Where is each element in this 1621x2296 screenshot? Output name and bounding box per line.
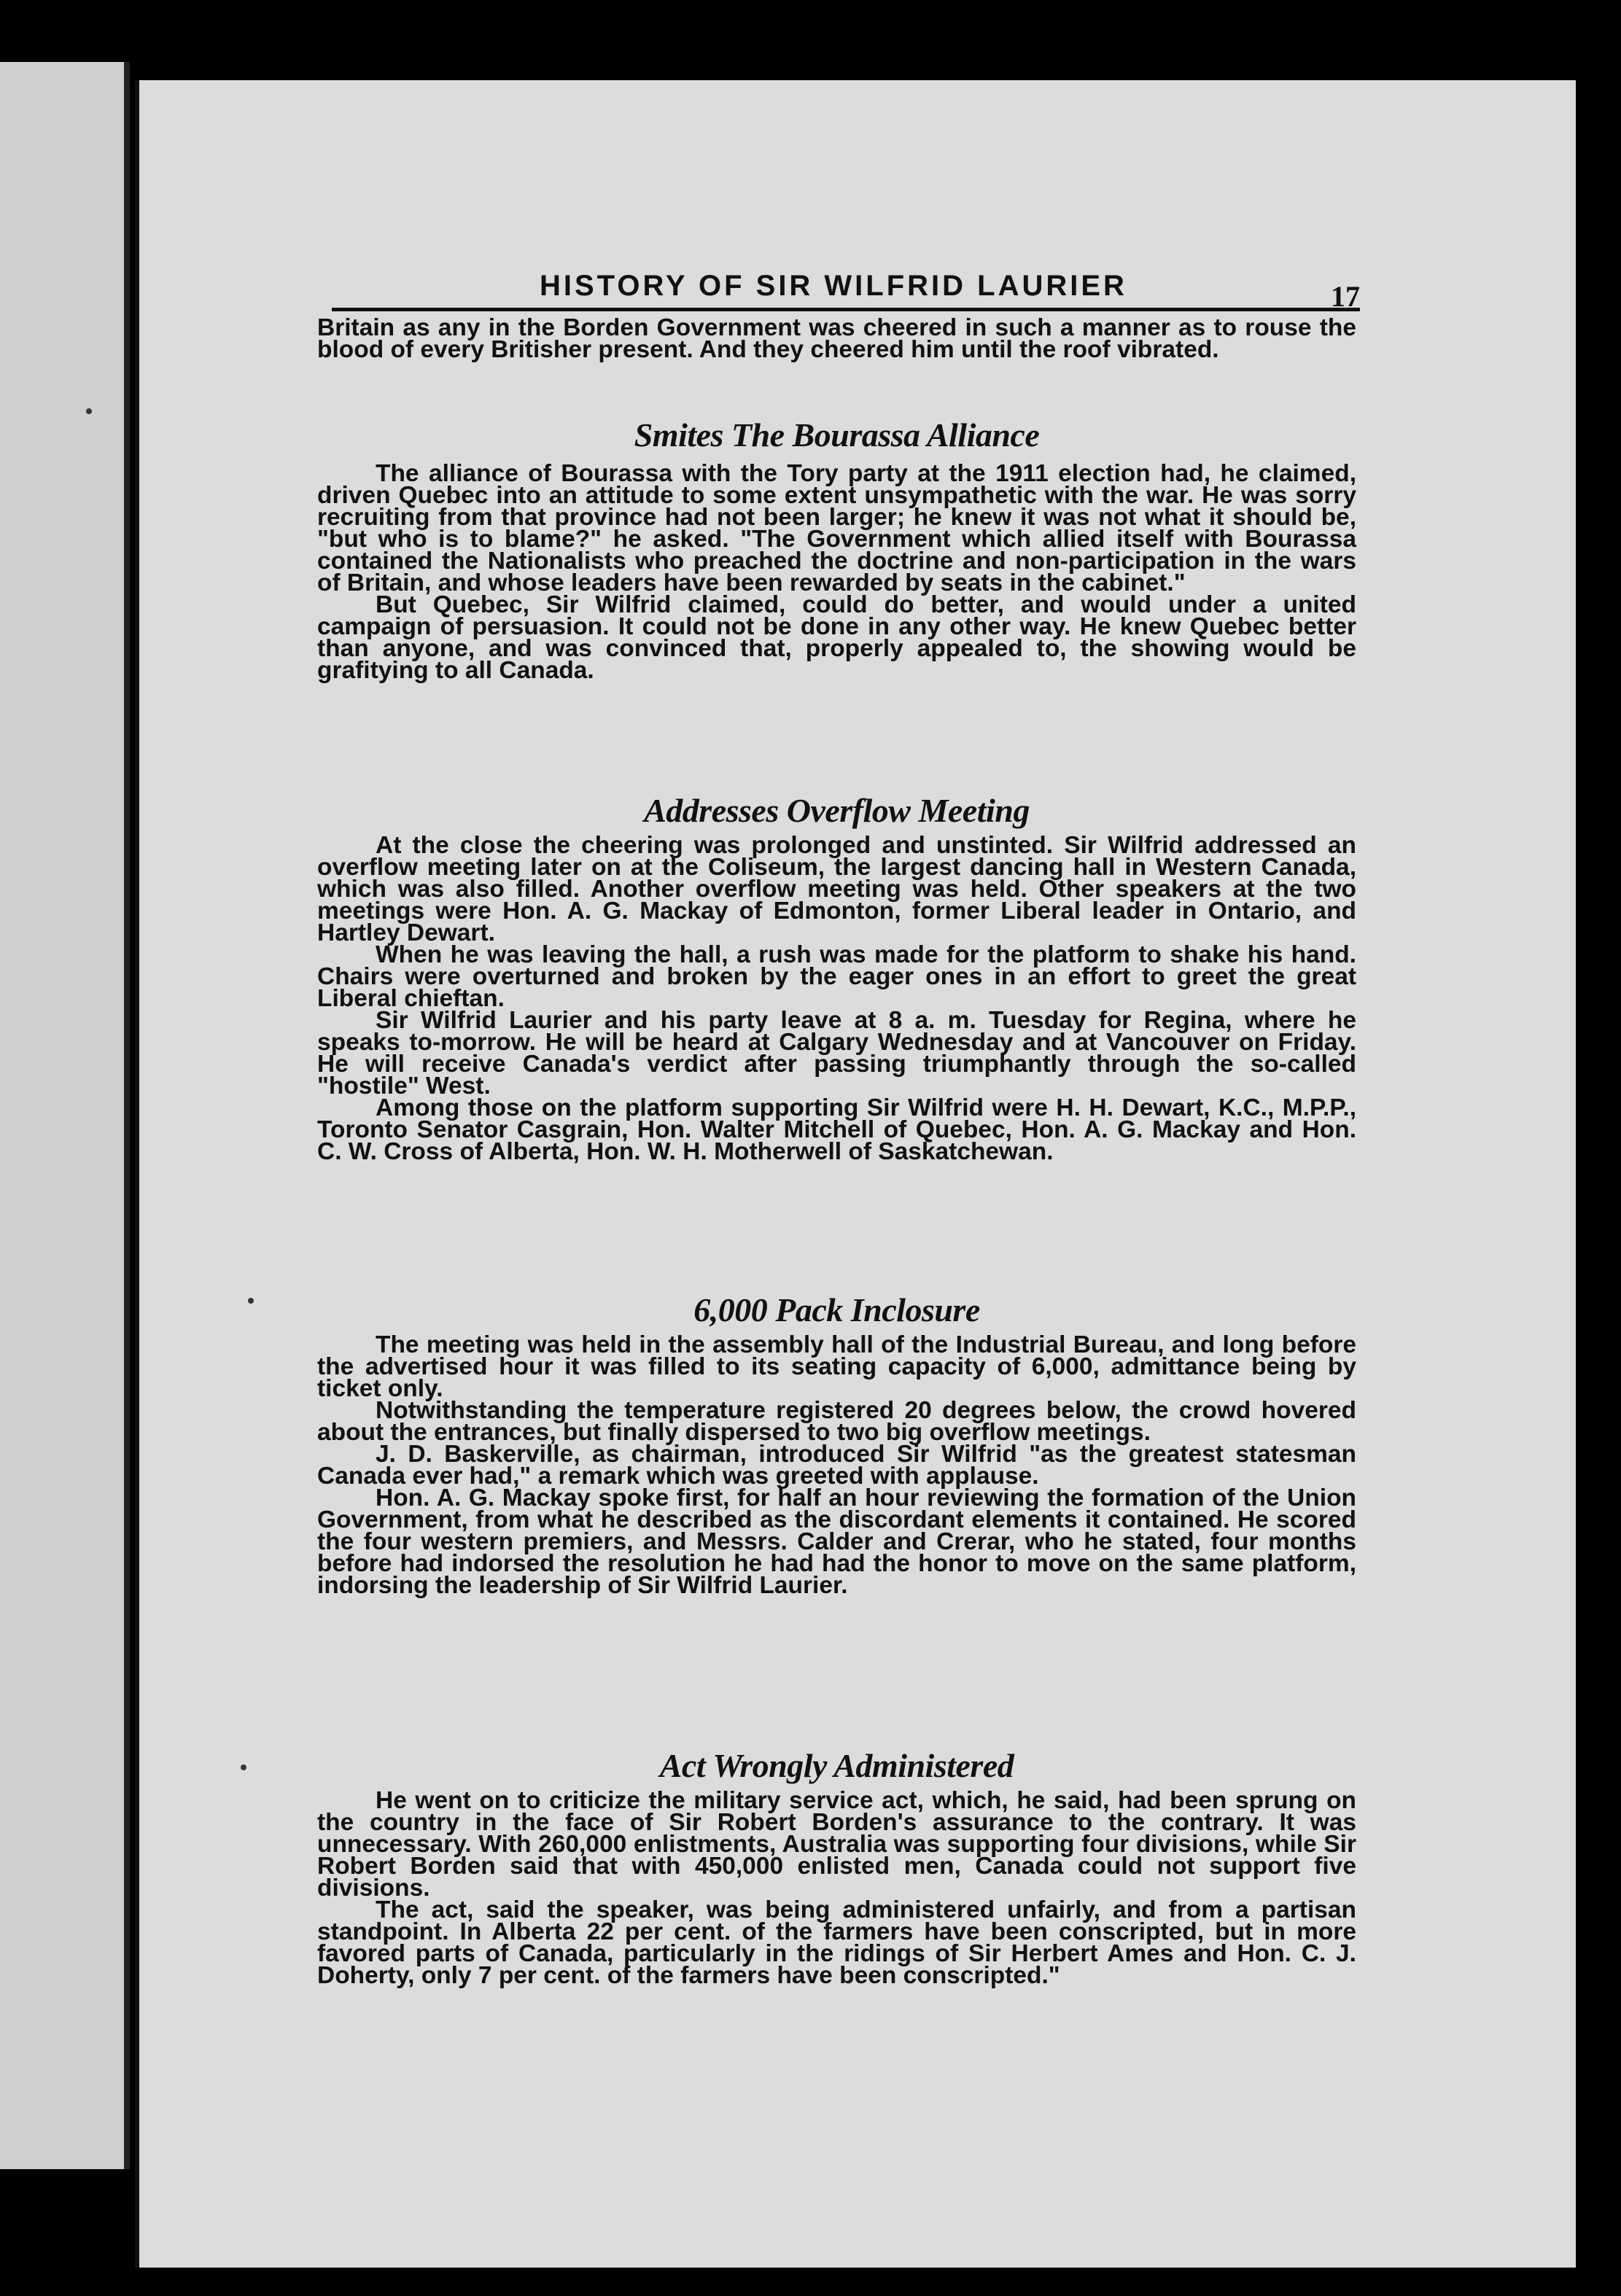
speck: [248, 1298, 254, 1304]
section-heading: 6,000 Pack Inclosure: [693, 1291, 980, 1328]
running-header: [332, 270, 1360, 311]
paragraph: The meeting was held in the assembly hall of the Industrial Bureau, and long before the advertised hour it was filled to its seating capacity of 6,000, admittance being by ticket only.: [317, 1331, 1356, 1402]
section-heading: Addresses Overflow Meeting: [644, 792, 1030, 829]
facing-page-edge: [0, 62, 130, 2169]
paragraph: At the close the cheering was prolonged and unstinted. Sir Wilfrid addressed an overflow meeting later on at the Coliseum, the largest dancing hall in Western Canada, which was also filled. Another overflow meeting was held. Other speakers at the two meetings were Hon. A. G. Mackay of Edmonton, former Liberal leader in Ontario, and Hartley Dewart.: [317, 832, 1356, 946]
section-heading: Act Wrongly Administered: [659, 1747, 1014, 1784]
paragraph: Britain as any in the Borden Government was cheered in such a manner as to rouse the blood of every Britisher present. And they cheered him until the roof vibrated.: [317, 314, 1356, 363]
section-body: [317, 832, 1356, 1165]
opening-paragraph: [317, 314, 1356, 363]
page-number: 17: [1331, 280, 1360, 313]
paragraph: When he was leaving the hall, a rush was made for the platform to shake his hand. Chairs were overturned and broken by the eager ones in an effort to greet the great Liberal chieftan.: [317, 941, 1356, 1012]
running-header-title: HISTORY OF SIR WILFRID LAURIER: [540, 270, 1127, 302]
paragraph: Hon. A. G. Mackay spoke first, for half an hour reviewing the formation of the Union Government, from what he described as the discordant elements it contained. He scored the four western premiers, and Messrs. Calder and Crerar, who he stated, four months before had indorsed the resolution he had had the honor to move on the same platform, indorsing the leadership of Sir Wilfrid Laurier.: [317, 1484, 1356, 1599]
paragraph: The alliance of Bourassa with the Tory party at the 1911 election had, he claimed, driven Quebec into an attitude to some extent unsympathetic with the war. He was sorry recruiting from that province had not been larger; he knew it was not what it should be, "but who is to blame?" he asked. "The Government which allied itself with Bourassa contained the Nationalists who preached the doctrine and non-participation in the wars of Britain, and whose leaders have been rewarded by seats in the cabinet.": [317, 460, 1356, 596]
paragraph: Notwithstanding the temperature registered 20 degrees below, the crowd hovered about the entrances, but finally dispersed to two big overflow meetings.: [317, 1397, 1356, 1446]
section-heading: Smites The Bourassa Alliance: [634, 416, 1040, 454]
paragraph: He went on to criticize the military service act, which, he said, had been sprung on the country in the face of Sir Robert Borden's assurance to the contrary. It was unnecessary. With 260,000 enlistments, Australia was supporting four divisions, while Sir Robert Borden said that with 450,000 enlisted men, Canada could not support five divisions.: [317, 1787, 1356, 1902]
paragraph: J. D. Baskerville, as chairman, introduced Sir Wilfrid "as the greatest statesman Canada ever had," a remark which was greeted with applause.: [317, 1441, 1356, 1490]
section-body: [317, 460, 1356, 684]
section-body: [317, 1787, 1356, 1989]
paragraph: But Quebec, Sir Wilfrid claimed, could do better, and would under a united campaign of persuasion. It could not be done in any other way. He knew Quebec better than anyone, and was convinced that, properly appealed to, the showing would be grafitying to all Canada.: [317, 591, 1356, 684]
speck: [86, 408, 92, 414]
section-body: [317, 1331, 1356, 1599]
paragraph: Among those on the platform supporting Sir Wilfrid were H. H. Dewart, K.C., M.P.P., Toronto Senator Casgrain, Hon. Walter Mitchell of Quebec, Hon. A. G. Mackay and Hon. C. W. Cross of Alberta, Hon. W. H. Motherwell of Saskatchewan.: [317, 1094, 1356, 1165]
speck: [241, 1764, 246, 1770]
paragraph: Sir Wilfrid Laurier and his party leave at 8 a. m. Tuesday for Regina, where he speaks to-morrow. He will be heard at Calgary Wednesday and at Vancouver on Friday. He will receive Canada's verdict after passing triumphantly through the so-called "hostile" West.: [317, 1007, 1356, 1100]
paragraph: The act, said the speaker, was being administered unfairly, and from a partisan standpoint. In Alberta 22 per cent. of the farmers have been conscripted, but in more favored parts of Canada, particularly in the ridings of Sir Herbert Ames and Hon. C. J. Doherty, only 7 per cent. of the farmers have been conscripted.": [317, 1896, 1356, 1989]
